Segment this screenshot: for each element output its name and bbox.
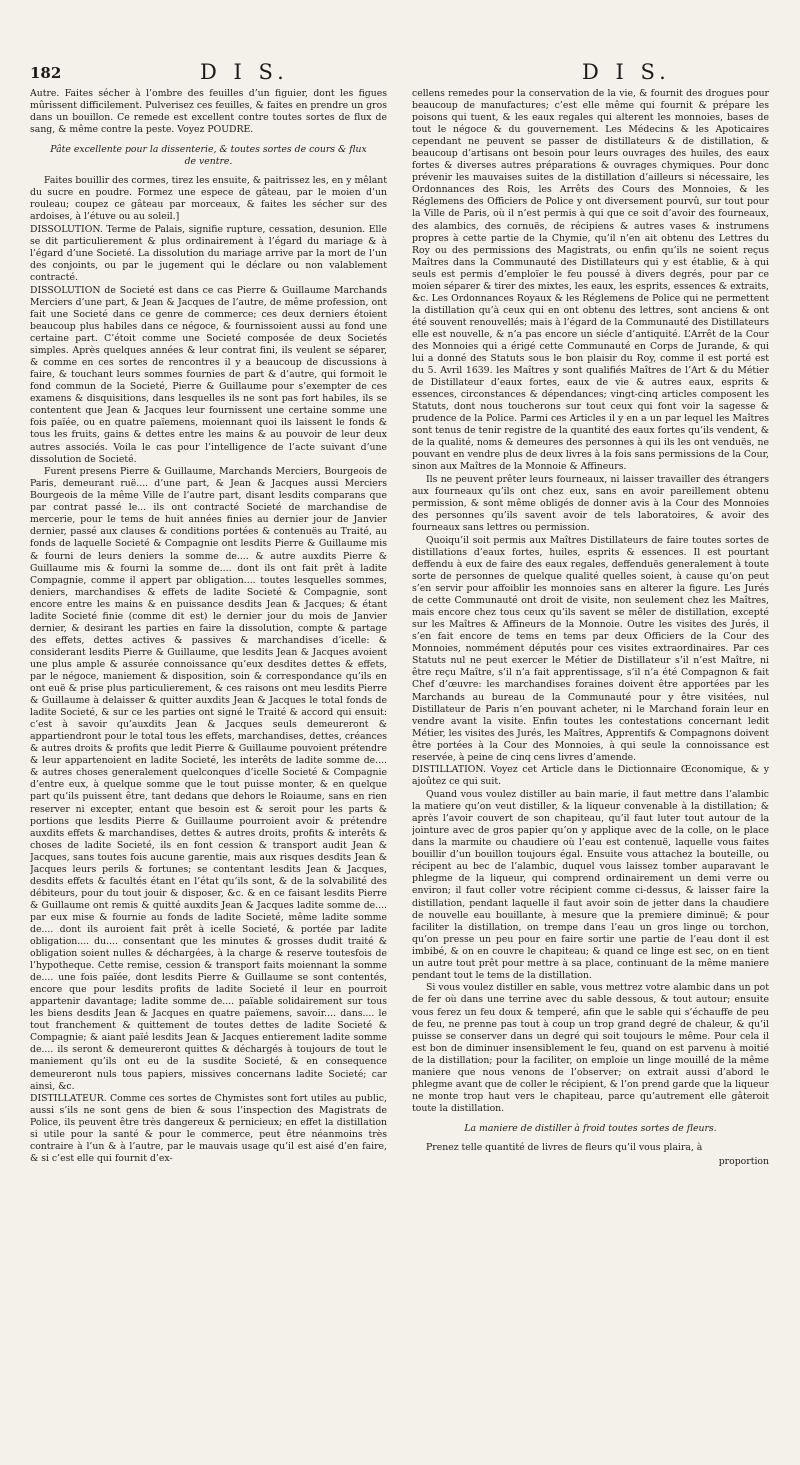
paragraph-sable: Si vous voulez distiller en sable, vous mettrez votre alambic dans un pot de fer où dans une terrine avec du sable dessous, & tout autour; ensuite vous ferez un feu doux & temperé, afin que le sable qui s’échauffe de peu de feu, ne prenne pas tout à coup un trop grand degré de chaleur, & qu’il puisse se conserver dans un degré qui soit toujours le même. Pour cela il est bon de diminuer insensiblement le feu, quand on est parvenu à moitié de la distillation; pour la faciliter, on emploie un linge mouillé de la même maniere que nous venons de l’observer; on extrait aussi d’abord le phlegme avant que de coller le récipient, & l’on prend garde que la liqueur ne monte trop haut vers le chapiteau, parce qu’autrement elle gâteroit toute la distillation. bbox=[412, 982, 769, 1114]
paragraph-fleurs: Prenez telle quantité de livres de fleurs qu’il vous plaira, à bbox=[426, 1142, 703, 1153]
entry-dissolution-societe: DISSOLUTION de Societé est dans ce cas Pierre & Guillaume Marchands Merciers d’une part, & Jean & Jacques de l’autre, de même profession, ont fait une Societé dans ce genre de commerce; ces deux derniers étoient beaucoup plus habiles dans ce négoce, & fournissoient aussi au fond une certaine part. C’étoit comme une Societé composée de deux Societés simples. Après quelques années & leur contrat fini, ils veulent se séparer, & comme en ces sortes de rencontres il y a beaucoup de discussions à faire, & touchant leurs sommes fournies de part & d’autre, qui formoit le fond commun de la Societé, Pierre & Guillaume pour s’exempter de ces examens & disquisitions, dans lesquelles ils ne sont pas fort habiles, ils se contentent que Jean & Jacques leur fournissent une certaine somme une fois païée, ou en quatre païemens, moiennant quoi ils laissent le fonds & tous les fruits, gains & dettes entre les mains & au pouvoir de leur deux autres associés. Voila le cas pour l’intelligence de l’acte suivant d’une dissolution de Societé. bbox=[30, 284, 387, 465]
paragraph-autre: Autre. Faites sécher à l’ombre des feuilles d’un figuier, dont les figues mûrissent difficilement. Pulverisez ces feuilles, & faites en prendre un gros dans un bouillon. Ce remede est excellent contre toutes sortes de flux de sang, & même contre la peste. Voyez POUDRE. bbox=[30, 88, 387, 136]
paragraph-fourneaux: Ils ne peuvent prêter leurs fourneaux, ni laisser travailler des étrangers aux fourneaux qu’ils ont chez eux, sans en avoir pareillement obtenu permission, & sont même obligés de donner avis à la Cour des Monnoies des personnes qu’ils savent avoir de tels laboratoires, & avoir des fourneaux sans lettres ou permission. bbox=[412, 474, 769, 534]
paragraph-continued: cellens remedes pour la conservation de la vie, & fournit des drogues pour beaucoup de manufactures; c’est elle même qui fournit & prépare les poisons qui tuent, & les eaux regales qui alterent les monnoies, bases de tout le négoce & du gouvernement. Les Médecins & les Apoticaires cependant ne peuvent se passer de distillateurs & de distillation, & beaucoup d’artisans ont besoin pour leurs ouvrages des huiles, des eaux fortes & diverses autres préparations & ouvrages chymiques. Pour donc prévenir les mauvaises suites de la distillation d’ailleurs si nécessaire, les Ordonnances des Rois, les Arrêts des Cours des Monnoies, & les Réglemens des Officiers de Police y ont diversement pourvû, sur tout pour la Ville de Paris, où il n’est permis à qui que ce soit d’avoir des fourneaux, des alambics, des cornuës, de récipiens & autres vases & instrumens propres à cette partie de la Chymie, qu’il n’en ait obtenu des Lettres du Roy ou des permissions des Magistrats, ou enfin qu’ils ne soient reçus Maîtres dans la Communauté des Distillateurs qui y est établie, & à qui seuls est permis d’emploïer le feu poussé à divers degrés, pour par ce moien séparer & tirer des mixtes, les eaux, les esprits, essences & extraits, &c. Les Ordonnances Royaux & les Réglemens de Police qui ne permettent la distillation qu’à ceux qui en ont obtenu des lettres, sont anciens & ont été souvent renouvellés; mais à l’égard de la Communauté des Distillateurs elle est nouvelle, & n’a pas encore un siécle d’antiquité. L’Arrêt de la Cour des Monnoies qui a érigé cette Communauté en Corps de Jurande, & qui lui a donné des Statuts sous le bon plaisir du Roy, comme il est porté est du 5. Avril 1639. les Maîtres y sont qualifiés Maîtres de l’Art & du Métier de Distillateur d’eaux fortes, eaux de vie & autres eaux, esprits & essences, circonstances & dépendances; vingt-cinq articles composent les Statuts, dont nous toucherons sur tout ceux qui font voir la sagesse & prudence de la Police. Parmi ces Articles il y en a un par lequel les Maîtres sont tenus de tenir registre de la quantité des eaux fortes qu’ils vendent, & de la qualité, noms & demeures des personnes à qui ils les ont venduës, ne pouvant en vendre plus de deux livres à la fois sans permissions de la Cour, sinon aux Maîtres de la Monnoie & Affineurs. bbox=[412, 88, 769, 473]
paragraph-eaux-regales: Quoiqu’il soit permis aux Maîtres Distillateurs de faire toutes sortes de distillations d’eaux fortes, huiles, esprits & essences. Il est pourtant deffendu à eux de faire des eaux regales, deffenduës generalement à toute sorte de personnes de quelque qualité quelles soient, à cause qu’on peut s’en servir pour affoiblir les monnoies sans en alterer la figure. Les Jurés de cette Communauté ont droit de visite, non seulement chez les Maîtres, mais encore chez tous ceux qu’ils savent se mêler de distillation, excepté sur les Maîtres & Affineurs de la Monnoie. Outre les visites des Jurés, il s’en fait encore de tems en tems par deux Officiers de la Cour des Monnoies, nommément députés pour ces visites extraordinaires. Par ces Statuts nul ne peut exercer le Métier de Distillateur s’il n’est Maître, ni être reçu Maître, s’il n’a fait apprentissage, s’il n’a été Compagnon & fait Chef d’œuvre: les marchandises foraines doivent être apportées par les Marchands au bureau de la Communauté pour y être visitées, nul Distillateur de Paris n’en pouvant acheter, ni le Marchand forain leur en vendre avant la visite. Enfin toutes les contestations concernant ledit Métier, les visites des Jurés, les Maîtres, Apprentifs & Compagnons doivent être portées à la Cour des Monnoies, à qui seule la connoissance est reservée, à peine de cinq cens livres d’amende. bbox=[412, 534, 769, 763]
heading-distiller-a-froid: La maniere de distiller à froid toutes sortes de fleurs. bbox=[464, 1122, 717, 1134]
running-head-left: D I S. bbox=[200, 60, 289, 84]
left-column bbox=[30, 88, 387, 1450]
paragraph-bain-marie: Quand vous voulez distiller au bain marie, il faut mettre dans l’alambic la matiere qu’on veut distiller, & la liqueur convenable à la distillation; & après l’avoir couvert de son chapiteau, qu’il faut luter tout autour de la jointure avec de gros papier qu’on y applique avec de la colle, on le place dans la marmite ou chaudiere où l’eau est contenuë, laquelle vous faites bouillir d’un bouillon toujours égal. Ensuite vous attachez la bouteille, ou récipent au bec de l’alambic, duquel vous laissez tomber auparavant le phlegme de la liqueur, qui comprend ordinairement un demi verre ou environ; il faut coller votre récipient comme ci-dessus, & laisser faire la distillation, pendant laquelle il faut avoir soin de jetter dans la chaudiere de nouvelle eau bouillante, à mesure que la premiere diminuë; & pour faciliter la distillation, on trempe dans l’eau un gros linge ou torchon, qu’on presse un peu pour en faire sortir une partie de l’eau dont il est imbibé, & on en couvre le chapiteau; & quand ce linge est sec, on en tient un autre tout prêt pour mettre à sa place, continuant de la même maniere pendant tout le tems de la distillation. bbox=[412, 789, 769, 981]
right-column bbox=[412, 88, 769, 1450]
page-number: 182 bbox=[30, 64, 62, 82]
paragraph-recipe: Faites bouillir des cormes, tirez les ensuite, & paitrissez les, en y mêlant du sucre en poudre. Formez une espece de gâteau, par le moien d’un rouleau; coupez ce gâteau par morceaux, & faites les sécher sur des ardoises, à l’étuve ou au soleil.] bbox=[30, 175, 387, 223]
paragraph-acte: Furent presens Pierre & Guillaume, Marchands Merciers, Bourgeois de Paris, demeurant ruë.... d’une part, & Jean & Jacques aussi Merciers Bourgeois de la même Ville de l’autre part, disant lesdits comparans que par contrat passé le... ils ont contracté Societé de marchandise de mercerie, pour le tems de huit années finies au dernier jour de Janvier dernier, passé aux clauses & conditions portées & contenuës au Traité, au fonds de laquelle Societé & Compagnie ont lesdits Pierre & Guillaume mis & fourni de leurs deniers la somme de.... & autre auxdits Pierre & Guillaume mis & fourni la somme de.... dont ils ont fait prêt à ladite Compagnie, comme il appert par obligation.... toutes lesquelles sommes, deniers, marchandises & effets de ladite Societé & Compagnie, sont encore entre les mains & en puissance desdits Jean & Jacques; & étant ladite Societé finie (comme dit est) le dernier jour du mois de Janvier dernier, & desirant les parties en faire la dissolution, compte & partage des effets, dettes actives & passives & marchandises d’icelle: & considerant lesdits Pierre & Guillaume, que lesdits Jean & Jacques avoient une plus ample & assurée connoissance qu’eux desdites dettes & effets, par le négoce, maniement & disposition, soin & correspondance qu’ils en ont euë & prise plus particulierement, & ces raisons ont meu lesdits Pierre & Guillaume à delaisser & quitter auxdits Jean & Jacques le total fonds de ladite Societé, & sur ce les parties ont signé le Traité & accord qui ensuit: c’est à savoir qu’auxdits Jean & Jacques seuls demeureront & appartiendront pour le total tous les effets, marchandises, dettes, créances & autres droits & profits que ledit Pierre & Guillaume pouvoient prétendre & leur appartenoient en ladite Societé, les interêts de ladite somme de.... & autres choses generalement quelconques d’icelle Societé & Compagnie d’entre eux, à quelque somme que le tout puisse monter, & en quelque part qu’ils puissent être, tant dedans que dehors le Roiaume, sans en rien reserver ni excepter, entant que besoin est & seroit pour les parts & portions que lesdits Pierre & Guillaume pourroient avoir & prétendre auxdits effets & marchandises, dettes & autres droits, profits & interêts & choses de ladite Societé, ils en font cession & transport audit Jean & Jacques, sans toutes fois aucune garentie, mais aux risques desdits Jean & Jacques leurs perils & fortunes; se contentant lesdits Jean & Jacques, desdits effets & facultés étant en l’état qu’ils sont, & de la solvabilité des débiteurs, pour du tout jouir & disposer, &c. & en ce faisant lesdits Pierre & Guillaume ont remis & quitté auxdits Jean & Jacques ladite somme de.... par eux mise & fournie au fonds de ladite Societé, même ladite somme de.... dont ils auroient fait prêt à icelle Societé, & portée par ladite obligation.... du.... consentant que les minutes & grosses dudit traité & obligation soient nulles & déchargées, à la charge & reserve toutesfois de l’hypotheque. Cette remise, cession & transport faits moiennant la somme de.... une fois païée, dont lesdits Pierre & Guillaume se sont contentés, encore que pour lesdits profits de ladite Societé il leur en pourroit appartenir davantage; ladite somme de.... païable solidairement sur tous les biens desdits Jean & Jacques en quatre païemens, savoir.... dans.... le tout franchement & quittement de toutes dettes de ladite Societé & Compagnie; & aiant païé lesdits Jean & Jacques entierement ladite somme de.... ils seront & demeureront quittes & déchargés à toujours de tout le maniement qu’ils ont eu de la susdite Societé, & en consequence demeureront nuls tous papiers, missives concernans ladite Societé; car ainsi, &c. bbox=[30, 466, 387, 1092]
entry-distillateur: DISTILLATEUR. Comme ces sortes de Chymistes sont fort utiles au public, aussi s’ils ne sont gens de bien & sous l’inspection des Magistrats de Police, ils peuvent être très dangereux & pernicieux; en effet la distillation si utile pour la santé & pour le commerce, peut être néanmoins très contraire à l’un & à l’autre, par le mauvais usage qu’il est aisé d’en faire, & si c’est elle qui fournit d’ex- bbox=[30, 1093, 387, 1165]
catchword: proportion bbox=[718, 1156, 769, 1168]
running-head-right: D I S. bbox=[582, 60, 671, 84]
page-header bbox=[30, 58, 775, 88]
entry-distillation: DISTILLATION. Voyez cet Article dans le Dictionnaire Œconomique, & y ajoûtez ce qui suit. bbox=[412, 764, 769, 788]
entry-dissolution: DISSOLUTION. Terme de Palais, signifie rupture, cessation, desunion. Elle se dit particulierement & plus ordinairement à l’égard du mariage & à l’égard d’une Societé. La dissolution du mariage arrive par la mort de l’un des conjoints, ou par le jugement qui le déclare ou non valablement contracté. bbox=[30, 224, 387, 284]
recipe-heading: Pâte excellente pour la dissenterie, & toutes sortes de cours & flux de ventre. bbox=[50, 144, 367, 168]
